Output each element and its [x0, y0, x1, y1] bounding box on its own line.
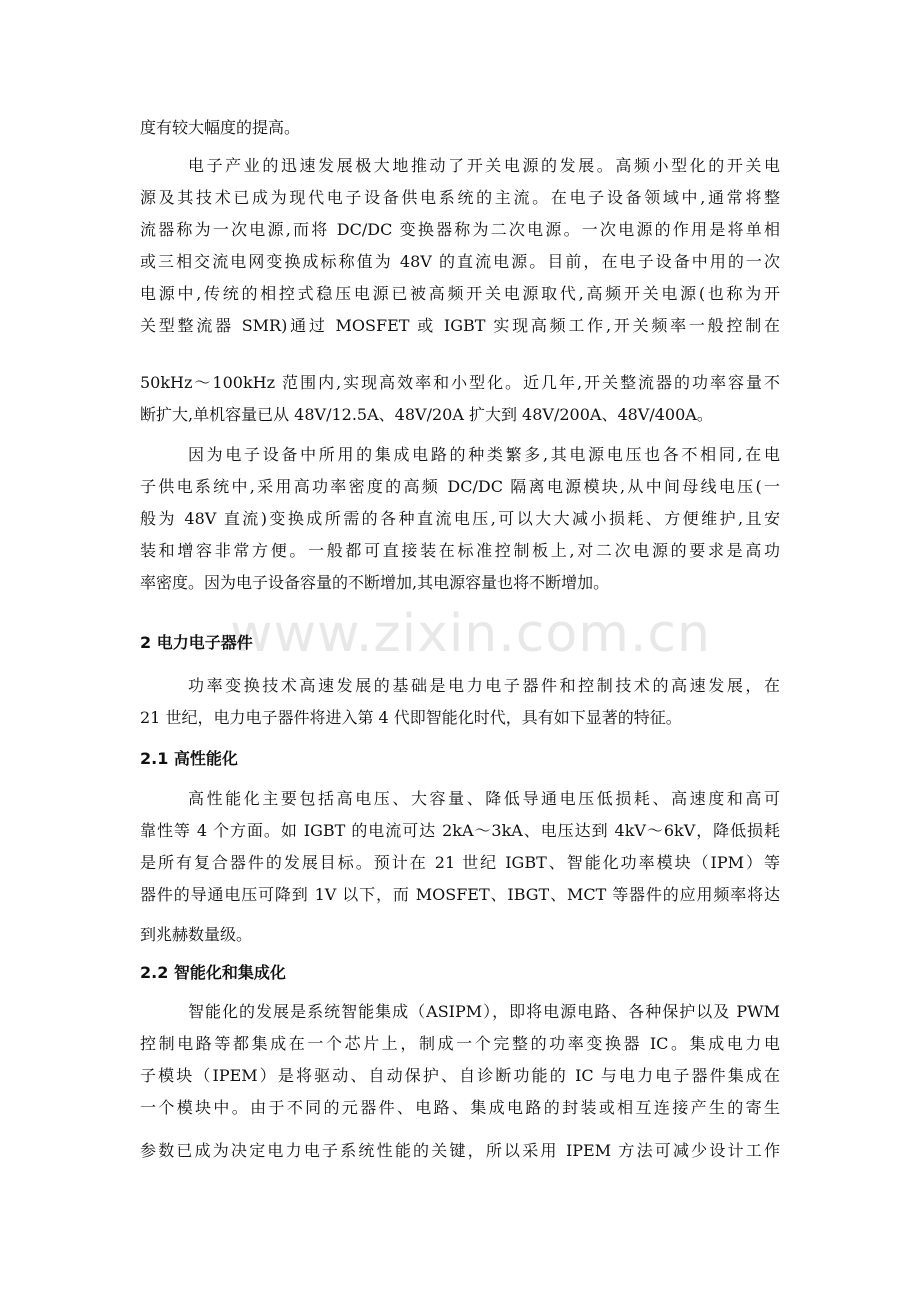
paragraph-line: 断扩大,单机容量已从 48V/12.5A、48V/20A 扩大到 48V/200A、48V/400A。 — [140, 405, 713, 424]
paragraph-line: 一个模块中。由于不同的元器件、电路、集成电路的封装或相互连接产生的寄生 — [140, 1098, 780, 1117]
paragraph-line: 因为电子设备中所用的集成电路的种类繁多,其电源电压也各不相同,在电 — [188, 445, 780, 464]
paragraph-line: 器件的导通电压可降到 1V 以下，而 MOSFET、IBGT、MCT 等器件的应用频率将达 — [140, 885, 780, 904]
paragraph-line: 度有较大幅度的提高。 — [140, 118, 301, 137]
paragraph-line: 21 世纪，电力电子器件将进入第 4 代即智能化时代，具有如下显著的特征。 — [140, 708, 682, 727]
paragraph-line: 参数已成为决定电力电子系统性能的关键，所以采用 IPEM 方法可减少设计工作 — [140, 1141, 780, 1160]
paragraph-line: 50kHz～100kHz 范围内,实现高效率和小型化。近几年,开关整流器的功率容量不 — [140, 373, 780, 392]
paragraph-line: 或三相交流电网变换成标称值为 48V 的直流电源。目前，在电子设备中用的一次 — [140, 252, 780, 271]
paragraph-line: 子供电系统中,采用高功率密度的高频 DC/DC 隔离电源模块,从中间母线电压(一 — [140, 477, 780, 496]
paragraph-line: 智能化的发展是系统智能集成（ASIPM），即将电源电路、各种保护以及 PWM — [188, 1002, 780, 1021]
paragraph-line: 控制电路等都集成在一个芯片上，制成一个完整的功率变换器 IC。集成电力电 — [140, 1034, 780, 1053]
subsection-heading: 2.2 智能化和集成化 — [140, 963, 286, 982]
paragraph-line: 关型整流器 SMR)通过 MOSFET 或 IGBT 实现高频工作,开关频率一般控制在 — [140, 316, 780, 335]
paragraph-line: 到兆赫数量级。 — [140, 925, 253, 944]
paragraph-line: 高性能化主要包括高电压、大容量、降低导通电压低损耗、高速度和高可 — [188, 789, 780, 808]
paragraph-line: 流器称为一次电源,而将 DC/DC 变换器称为二次电源。一次电源的作用是将单相 — [140, 220, 780, 239]
paragraph-line: 电子产业的迅速发展极大地推动了开关电源的发展。高频小型化的开关电 — [188, 156, 780, 175]
paragraph-line: 子模块（IPEM）是将驱动、自动保护、自诊断功能的 IC 与电力电子器件集成在 — [140, 1066, 780, 1085]
section-heading: 2 电力电子器件 — [140, 633, 253, 652]
paragraph-line: 电源中,传统的相控式稳压电源已被高频开关电源取代,高频开关电源(也称为开 — [140, 284, 780, 303]
paragraph-line: 功率变换技术高速发展的基础是电力电子器件和控制技术的高速发展，在 — [188, 676, 780, 695]
paragraph-line: 般为 48V 直流)变换成所需的各种直流电压,可以大大减小损耗、方便维护,且安 — [140, 509, 780, 528]
paragraph-line: 源及其技术已成为现代电子设备供电系统的主流。在电子设备领域中,通常将整 — [140, 188, 780, 207]
watermark: www.zixin.com.cn — [230, 604, 711, 664]
paragraph-line: 靠性等 4 个方面。如 IGBT 的电流可达 2kA～3kA、电压达到 4kV～6kV，降低损耗 — [140, 821, 780, 840]
paragraph-line: 率密度。因为电子设备容量的不断增加,其电源容量也将不断增加。 — [140, 573, 610, 592]
paragraph-line: 装和增容非常方便。一般都可直接装在标准控制板上,对二次电源的要求是高功 — [140, 541, 780, 560]
subsection-heading: 2.1 高性能化 — [140, 749, 238, 768]
paragraph-line: 是所有复合器件的发展目标。预计在 21 世纪 IGBT、智能化功率模块（IPM）等 — [140, 853, 780, 872]
